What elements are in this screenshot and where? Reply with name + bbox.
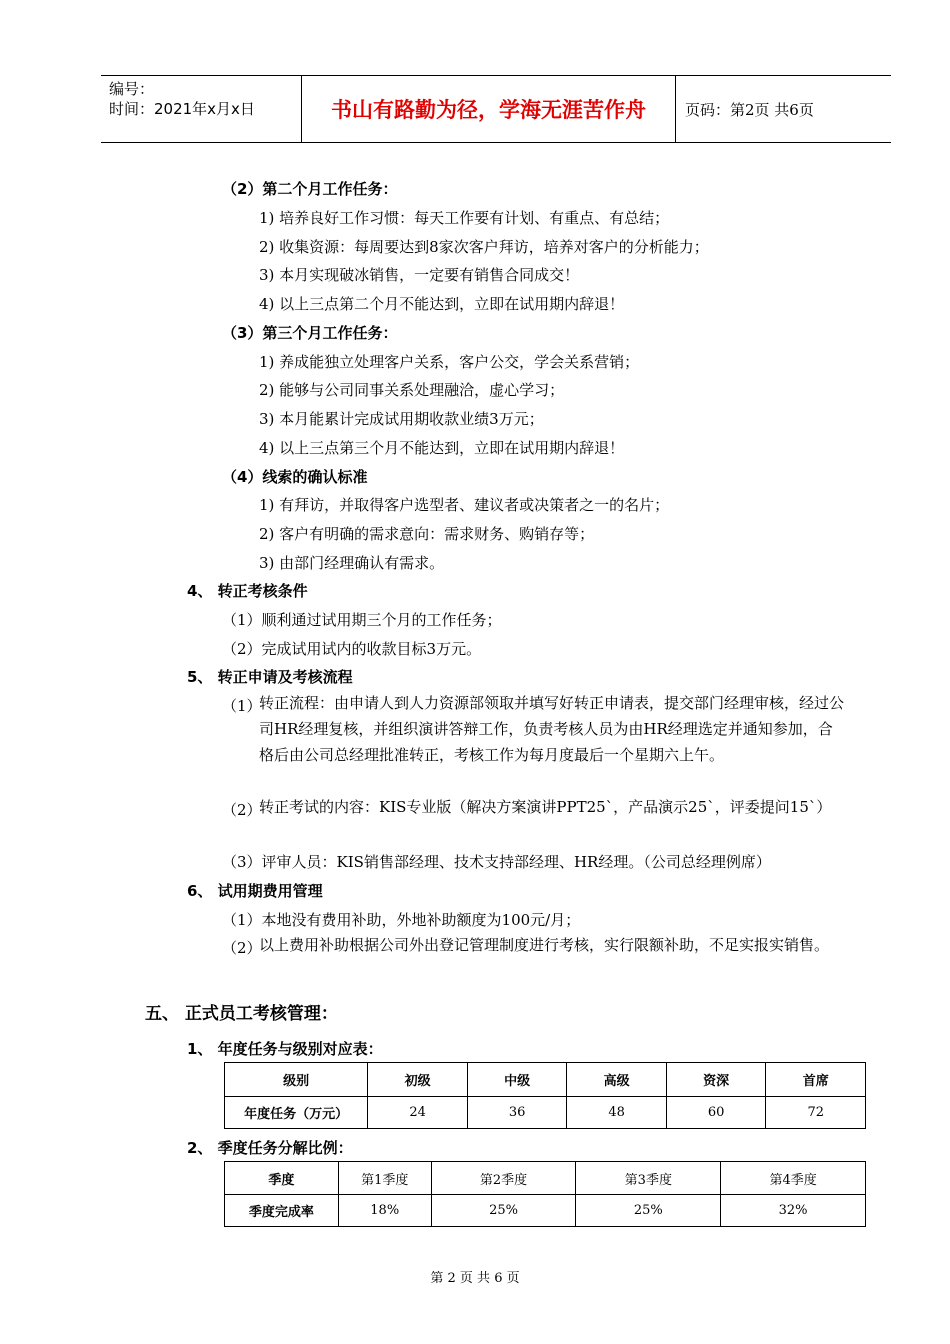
section6-p1: （1）本地没有费用补助，外地补助额度为100元/月； [222,911,581,929]
level-header-cell: 初级 [368,1063,468,1097]
quarter-header-cell: 第3季度 [576,1162,721,1195]
level-row-cell: 48 [567,1097,667,1129]
section5-p2-label: （2） [222,801,262,819]
month2-item: 2) 收集资源：每周要达到8家次客户拜访，培养对客户的分析能力； [259,238,709,256]
level-header-cell: 首席 [766,1063,866,1097]
level-row-cell: 24 [368,1097,468,1129]
level-header-cell: 中级 [467,1063,567,1097]
quarter-header-cell: 第1季度 [338,1162,431,1195]
leads-title: （4）线索的确认标准 [222,468,368,486]
quarter-row-cell: 32% [721,1195,866,1227]
month2-item: 4) 以上三点第二个月不能达到，立即在试用期内辞退！ [259,295,625,313]
level-header-cell: 资深 [666,1063,766,1097]
quarter-header-cell: 季度 [225,1162,339,1195]
quarter-table [224,1161,866,1227]
level-row-cell: 36 [467,1097,567,1129]
level-row-cell: 60 [666,1097,766,1129]
month2-item: 1) 培养良好工作习惯：每天工作要有计划、有重点、有总结； [259,209,670,227]
quarter-row-cell: 25% [431,1195,576,1227]
quarter-header-cell: 第2季度 [431,1162,576,1195]
level-header-cell: 高级 [567,1063,667,1097]
part5-sub1: 1、 年度任务与级别对应表： [187,1040,383,1058]
time-label: 时间：2021年x月x日 [109,100,255,118]
quarter-row-cell: 25% [576,1195,721,1227]
level-row-cell: 72 [766,1097,866,1129]
level-table-row [225,1097,866,1129]
level-header-cell: 级别 [225,1063,368,1097]
month2-title: （2）第二个月工作任务： [222,180,398,198]
leads-item: 1) 有拜访，并取得客户选型者、建议者或决策者之一的名片； [259,496,670,514]
month3-item: 2) 能够与公司同事关系处理融洽，虚心学习； [259,381,565,399]
month2-item: 3) 本月实现破冰销售，一定要有销售合同成交！ [259,266,580,284]
level-row-label: 年度任务（万元） [225,1097,368,1129]
section6-p2-text: 以上费用补助根据公司外出登记管理制度进行考核，实行限额补助，不足实报实销售。 [259,936,830,954]
section5-p3: （3）评审人员：KIS销售部经理、技术支持部经理、HR经理。（公司总经理例席） [222,853,771,871]
header-motto: 书山有路勤为径，学海无涯苦作舟 [301,76,676,142]
section5-p1-text: 转正流程：由申请人到人力资源部领取并填写好转正申请表，提交部门经理审核，经过公司HR经理复核，并组织演讲答辩工作，负责考核人员为由HR经理选定并通知参加，合格后由公司总经理批准转正，考核工作为每月度最后一个星期六上午。 [259,694,845,764]
leads-item: 3) 由部门经理确认有需求。 [259,554,445,572]
section6-p2-label: （2） [222,939,262,957]
quarter-table-row [225,1195,866,1227]
month3-title: （3）第三个月工作任务： [222,324,398,342]
page-footer: 第 2 页 共 6 页 [430,1271,520,1286]
header-page-label: 页码：第2页 共6页 [685,100,814,119]
part5-sub2: 2、 季度任务分解比例： [187,1139,353,1157]
part5-title: 五、 正式员工考核管理： [145,1004,338,1024]
section5-title: 5、 转正申请及考核流程 [187,668,353,686]
section5-p1-label: （1） [222,697,262,715]
quarter-row-cell: 18% [338,1195,431,1227]
quarter-header-cell: 第4季度 [721,1162,866,1195]
quarter-table-header [225,1162,866,1195]
section4-title: 4、 转正考核条件 [187,582,308,600]
section4-item: （2）完成试用试内的收款目标3万元。 [222,640,482,658]
level-table [224,1062,866,1129]
code-label: 编号： [109,80,155,98]
section4-item: （1）顺利通过试用期三个月的工作任务； [222,611,502,629]
section5-p2-text: 转正考试的内容：KIS专业版（解决方案演讲PPT25`，产品演示25`，评委提问15`） [259,798,832,816]
section6-title: 6、 试用期费用管理 [187,882,323,900]
month3-item: 1) 养成能独立处理客户关系，客户公交，学会关系营销； [259,353,640,371]
leads-item: 2) 客户有明确的需求意向：需求财务、购销存等； [259,525,595,543]
level-table-header [225,1063,866,1097]
quarter-row-label: 季度完成率 [225,1195,339,1227]
month3-item: 4) 以上三点第三个月不能达到，立即在试用期内辞退！ [259,439,625,457]
month3-item: 3) 本月能累计完成试用期收款业绩3万元； [259,410,544,428]
